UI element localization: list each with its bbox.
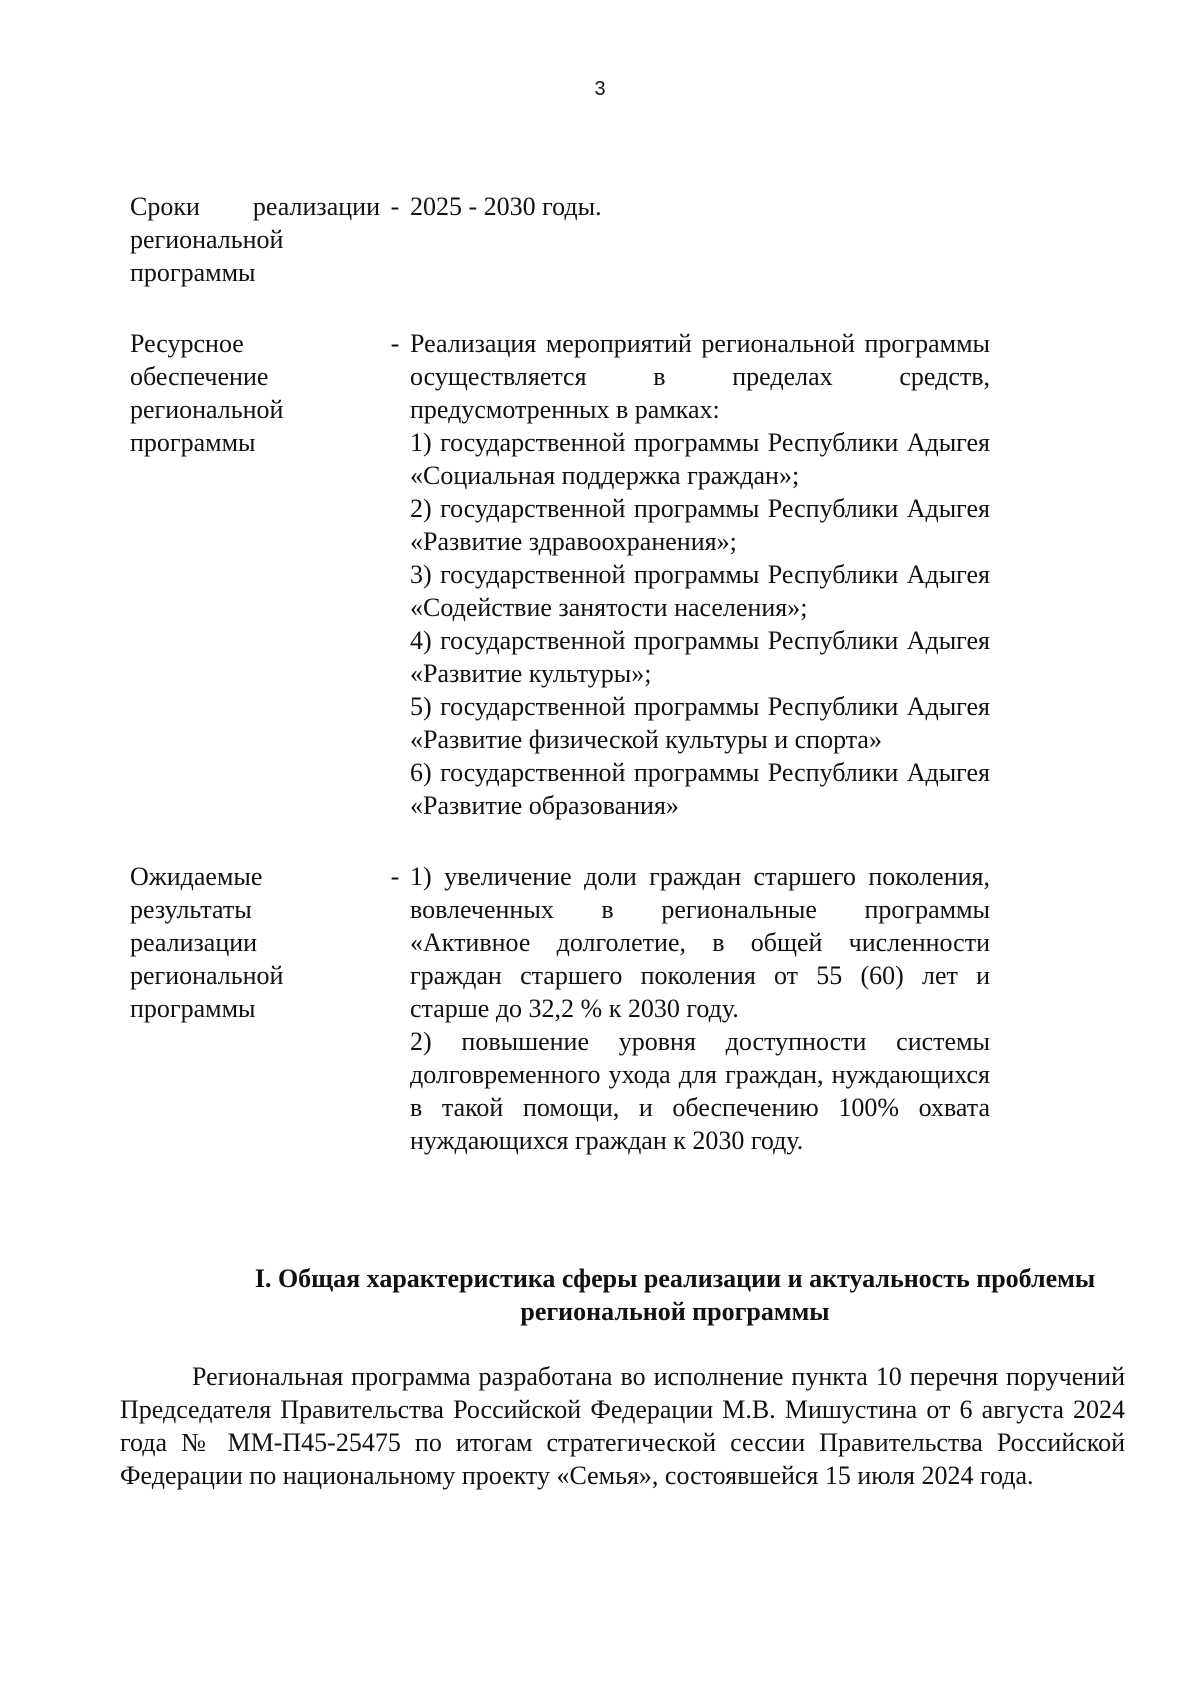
label-line: региональной [130, 225, 284, 254]
page-number: 3 [594, 78, 606, 100]
value-paragraph: 2025 - 2030 годы. [410, 192, 602, 221]
row-label [130, 327, 380, 822]
row-label [130, 860, 380, 1157]
row-label [130, 190, 380, 289]
row-value [410, 190, 990, 289]
label-line: реализации [130, 928, 258, 957]
value-paragraph: 2) государственной программы Республики Адыгея «Развитие здравоохранения»; [410, 494, 990, 556]
label-line: Ресурсное [130, 329, 244, 358]
row-dash: - [390, 862, 400, 891]
value-paragraph: 3) государственной программы Республики Адыгея «Содействие занятости населения»; [410, 560, 990, 622]
passport-row-resource-provision [130, 327, 1010, 822]
value-paragraph: 1) увеличение доли граждан старшего поколения, вовлеченных в региональные программы «Активное долголетие, в общей численности граждан старшего поколения от 55 (60) лет и старше до 32,2 % к 2030 году. [410, 862, 990, 1023]
label-line: результаты [130, 895, 252, 924]
section-heading-line: региональной программы [520, 1297, 830, 1326]
value-paragraph: 2) повышение уровня доступности системы долговременного ухода для граждан, нуждающихся в такой помощи, и обеспечению 100% охвата нуждающихся граждан к 2030 году. [410, 1027, 990, 1155]
label-line: обеспечение [130, 362, 269, 391]
passport-row-expected-results [130, 860, 1010, 1157]
value-paragraph: Реализация мероприятий региональной программы осуществляется в пределах средств, предусмотренных в рамках: [410, 329, 990, 424]
label-line: Ожидаемые [130, 862, 263, 891]
passport-row-implementation-period [130, 190, 1010, 289]
section-paragraph: Региональная программа разработана во исполнение пункта 10 перечня поручений Председателя Правительства Российской Федерации М.В. Мишустина от 6 августа 2024 года № ММ-П45-25475 по итогам стратегической сессии Правительства Российской Федерации по национальному проекту «Семья», состоявшейся 15 июля 2024 года. [120, 1362, 1125, 1490]
section-heading [130, 1262, 1130, 1328]
value-paragraph: 5) государственной программы Республики Адыгея «Развитие физической культуры и спорта» [410, 692, 990, 754]
row-dash: - [390, 329, 400, 358]
label-line: программы [130, 258, 256, 287]
value-paragraph: 4) государственной программы Республики Адыгея «Развитие культуры»; [410, 626, 990, 688]
label-line: Сроки реализации [130, 192, 380, 221]
label-line: программы [130, 428, 256, 457]
value-paragraph: 1) государственной программы Республики Адыгея «Социальная поддержка граждан»; [410, 428, 990, 490]
label-line: региональной [130, 395, 284, 424]
label-line: региональной [130, 961, 284, 990]
program-passport-table [130, 190, 1010, 1157]
row-dash: - [390, 192, 400, 221]
section-heading-line: I. Общая характеристика сферы реализации и актуальность проблемы [254, 1264, 1096, 1293]
value-paragraph: 6) государственной программы Республики Адыгея «Развитие образования» [410, 758, 990, 820]
row-value [410, 327, 990, 822]
label-line: программы [130, 994, 256, 1023]
row-value [410, 860, 990, 1157]
